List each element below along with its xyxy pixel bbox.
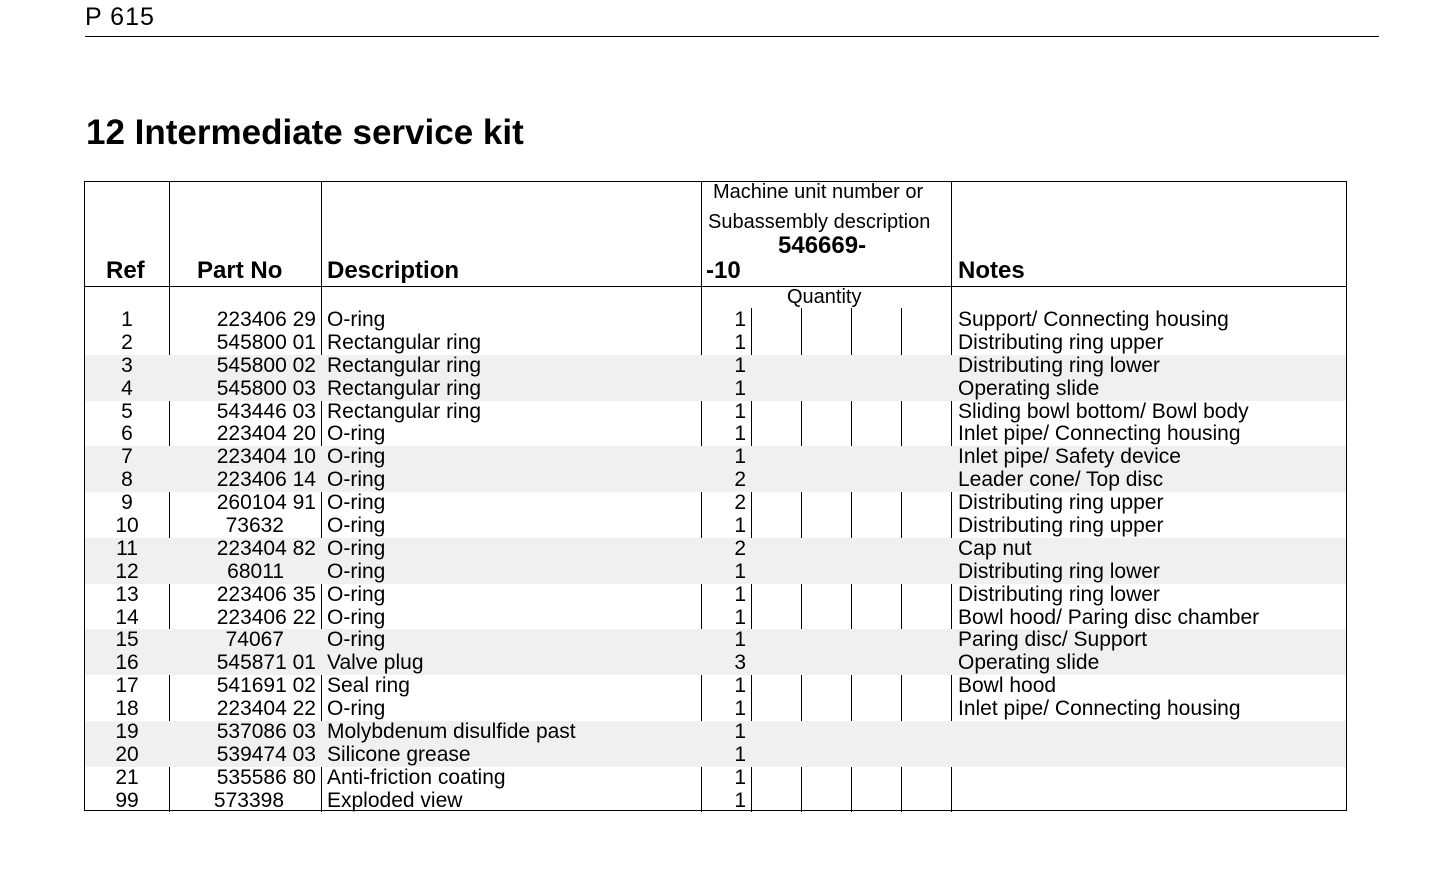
- table-row: [85, 652, 1346, 675]
- ref-cell: 10: [115, 514, 139, 538]
- table-row: [85, 332, 1346, 355]
- table-row: [85, 423, 1346, 446]
- description-cell: O-ring: [327, 605, 386, 629]
- description-cell: Rectangular ring: [327, 376, 482, 400]
- ref-cell: 1: [121, 308, 133, 331]
- quantity-cell: 1: [734, 697, 746, 721]
- part-no-cell: 545800 01: [216, 330, 316, 354]
- quantity-cell: 1: [734, 353, 746, 377]
- ref-cell: 2: [121, 330, 133, 354]
- notes-cell: Inlet pipe/ Connecting housing: [958, 422, 1241, 446]
- ref-cell: 19: [115, 720, 139, 744]
- quantity-cell: 1: [734, 674, 746, 698]
- quantity-cell: 1: [734, 720, 746, 744]
- ref-cell: 12: [115, 559, 139, 583]
- quantity-cell: 1: [734, 582, 746, 606]
- description-cell: O-ring: [327, 308, 386, 331]
- part-no-cell: 74067: [225, 628, 284, 652]
- notes-cell: Operating slide: [958, 651, 1100, 675]
- quantity-cell: 1: [734, 330, 746, 354]
- description-cell: O-ring: [327, 445, 386, 469]
- part-no-cell: 223404 10: [216, 445, 316, 469]
- ref-cell: 11: [116, 536, 138, 560]
- section-title: 12 Intermediate service kit: [86, 113, 524, 152]
- description-cell: Rectangular ring: [327, 330, 482, 354]
- quantity-cell: 1: [734, 445, 746, 469]
- quantity-cell: 2: [734, 536, 746, 560]
- part-no-cell: 223406 35: [216, 582, 316, 606]
- part-no-cell: 223404 82: [216, 536, 316, 560]
- ref-cell: 6: [121, 422, 133, 446]
- description-cell: O-ring: [327, 582, 386, 606]
- page-id: P 615: [85, 3, 155, 31]
- quantity-cell: 1: [734, 399, 746, 423]
- ref-cell: 15: [115, 628, 139, 652]
- description-cell: O-ring: [327, 559, 386, 583]
- quantity-cell: 1: [734, 628, 746, 652]
- notes-cell: Bowl hood/ Paring disc chamber: [958, 605, 1260, 629]
- part-no-cell: 537086 03: [216, 720, 316, 744]
- header-quantity: Quantity: [787, 286, 862, 308]
- description-cell: O-ring: [327, 536, 386, 560]
- quantity-cell: 1: [734, 559, 746, 583]
- description-cell: O-ring: [327, 628, 386, 652]
- notes-cell: Distributing ring lower: [958, 559, 1160, 583]
- notes-cell: Leader cone/ Top disc: [958, 468, 1164, 492]
- description-cell: Seal ring: [327, 674, 410, 698]
- header-ref: Ref: [106, 257, 145, 284]
- part-no-cell: 223406 22: [216, 605, 316, 629]
- header-machine-number: 546669-: [778, 232, 867, 259]
- part-no-cell: 223406 29: [216, 308, 316, 331]
- description-cell: Anti-friction coating: [327, 765, 506, 789]
- description-cell: Rectangular ring: [327, 399, 482, 423]
- notes-cell: Bowl hood: [958, 674, 1057, 698]
- table-row: [85, 401, 1346, 424]
- part-no-cell: 545871 01: [216, 651, 316, 675]
- table-row: [85, 492, 1346, 515]
- notes-cell: Inlet pipe/ Connecting housing: [958, 697, 1241, 721]
- part-no-cell: 68011: [227, 559, 284, 583]
- quantity-cell: 3: [734, 651, 746, 675]
- header-notes: Notes: [958, 257, 1025, 284]
- header-part-no: Part No: [197, 257, 283, 284]
- parts-table: [84, 181, 1347, 811]
- part-no-cell: 541691 02: [216, 674, 316, 698]
- notes-cell: Distributing ring upper: [958, 330, 1164, 354]
- description-cell: O-ring: [327, 468, 386, 492]
- ref-cell: 21: [115, 765, 139, 789]
- description-cell: Valve plug: [327, 651, 424, 675]
- notes-cell: Cap nut: [958, 536, 1032, 560]
- description-cell: O-ring: [327, 514, 386, 538]
- part-no-cell: 260104 91: [216, 491, 316, 515]
- notes-cell: Distributing ring upper: [958, 491, 1164, 515]
- table-row: [85, 790, 1346, 813]
- part-no-cell: 573398: [213, 788, 284, 812]
- table-row: [85, 355, 1346, 378]
- notes-cell: Support/ Connecting housing: [958, 308, 1229, 331]
- part-no-cell: 545800 03: [216, 376, 316, 400]
- notes-cell: Inlet pipe/ Safety device: [958, 445, 1181, 469]
- ref-cell: 18: [115, 697, 139, 721]
- ref-cell: 13: [115, 582, 139, 606]
- header-description: Description: [327, 257, 460, 284]
- table-row: [85, 744, 1346, 767]
- part-no-cell: 223404 22: [216, 697, 316, 721]
- page-header: [85, 2, 1379, 37]
- table-row: [85, 584, 1346, 607]
- notes-cell: Paring disc/ Support: [958, 628, 1148, 652]
- part-no-cell: 545800 02: [216, 353, 316, 377]
- quantity-cell: 1: [734, 376, 746, 400]
- description-cell: Silicone grease: [327, 742, 471, 766]
- description-cell: O-ring: [327, 491, 386, 515]
- description-cell: Molybdenum disulfide past: [327, 720, 576, 744]
- part-no-cell: 535586 80: [216, 765, 316, 789]
- table-row: [85, 675, 1346, 698]
- table-row: [85, 629, 1346, 652]
- notes-cell: Sliding bowl bottom/ Bowl body: [958, 399, 1249, 423]
- description-cell: O-ring: [327, 697, 386, 721]
- ref-cell: 4: [121, 376, 133, 400]
- part-no-cell: 539474 03: [216, 742, 316, 766]
- quantity-cell: 2: [734, 468, 746, 492]
- part-no-cell: 543446 03: [216, 399, 316, 423]
- table-row: [85, 515, 1346, 538]
- ref-cell: 17: [115, 674, 139, 698]
- table-row: [85, 607, 1346, 630]
- table-row: [85, 538, 1346, 561]
- quantity-cell: 1: [734, 765, 746, 789]
- ref-cell: 14: [115, 605, 139, 629]
- ref-cell: 99: [115, 788, 139, 812]
- ref-cell: 7: [121, 445, 133, 469]
- table-row: [85, 378, 1346, 401]
- ref-cell: 8: [121, 468, 133, 492]
- header-machine-line2: Subassembly description: [708, 211, 931, 233]
- table-row: [85, 698, 1346, 721]
- table-row: [85, 767, 1346, 790]
- quantity-cell: 1: [734, 308, 746, 331]
- header-machine-variant: -10: [706, 257, 741, 284]
- description-cell: O-ring: [327, 422, 386, 446]
- ref-cell: 9: [121, 491, 133, 515]
- quantity-cell: 1: [734, 605, 746, 629]
- header-machine-line1: Machine unit number or: [713, 181, 924, 203]
- description-cell: Rectangular ring: [327, 353, 482, 377]
- quantity-cell: 1: [734, 422, 746, 446]
- table-body: [85, 309, 1346, 813]
- header-separator: [85, 286, 1346, 287]
- part-no-cell: 223406 14: [216, 468, 316, 492]
- notes-cell: Distributing ring upper: [958, 514, 1164, 538]
- notes-cell: Distributing ring lower: [958, 582, 1160, 606]
- quantity-cell: 1: [734, 514, 746, 538]
- notes-cell: Distributing ring lower: [958, 353, 1160, 377]
- table-row: [85, 446, 1346, 469]
- ref-cell: 20: [115, 742, 139, 766]
- table-row: [85, 309, 1346, 332]
- table-row: [85, 469, 1346, 492]
- ref-cell: 3: [121, 353, 133, 377]
- part-no-cell: 223404 20: [216, 422, 316, 446]
- quantity-cell: 2: [734, 491, 746, 515]
- notes-cell: Operating slide: [958, 376, 1100, 400]
- quantity-cell: 1: [734, 788, 746, 812]
- description-cell: Exploded view: [327, 788, 463, 812]
- table-row: [85, 721, 1346, 744]
- ref-cell: 5: [121, 399, 133, 423]
- table-row: [85, 561, 1346, 584]
- quantity-cell: 1: [734, 742, 746, 766]
- part-no-cell: 73632: [225, 514, 284, 538]
- ref-cell: 16: [115, 651, 139, 675]
